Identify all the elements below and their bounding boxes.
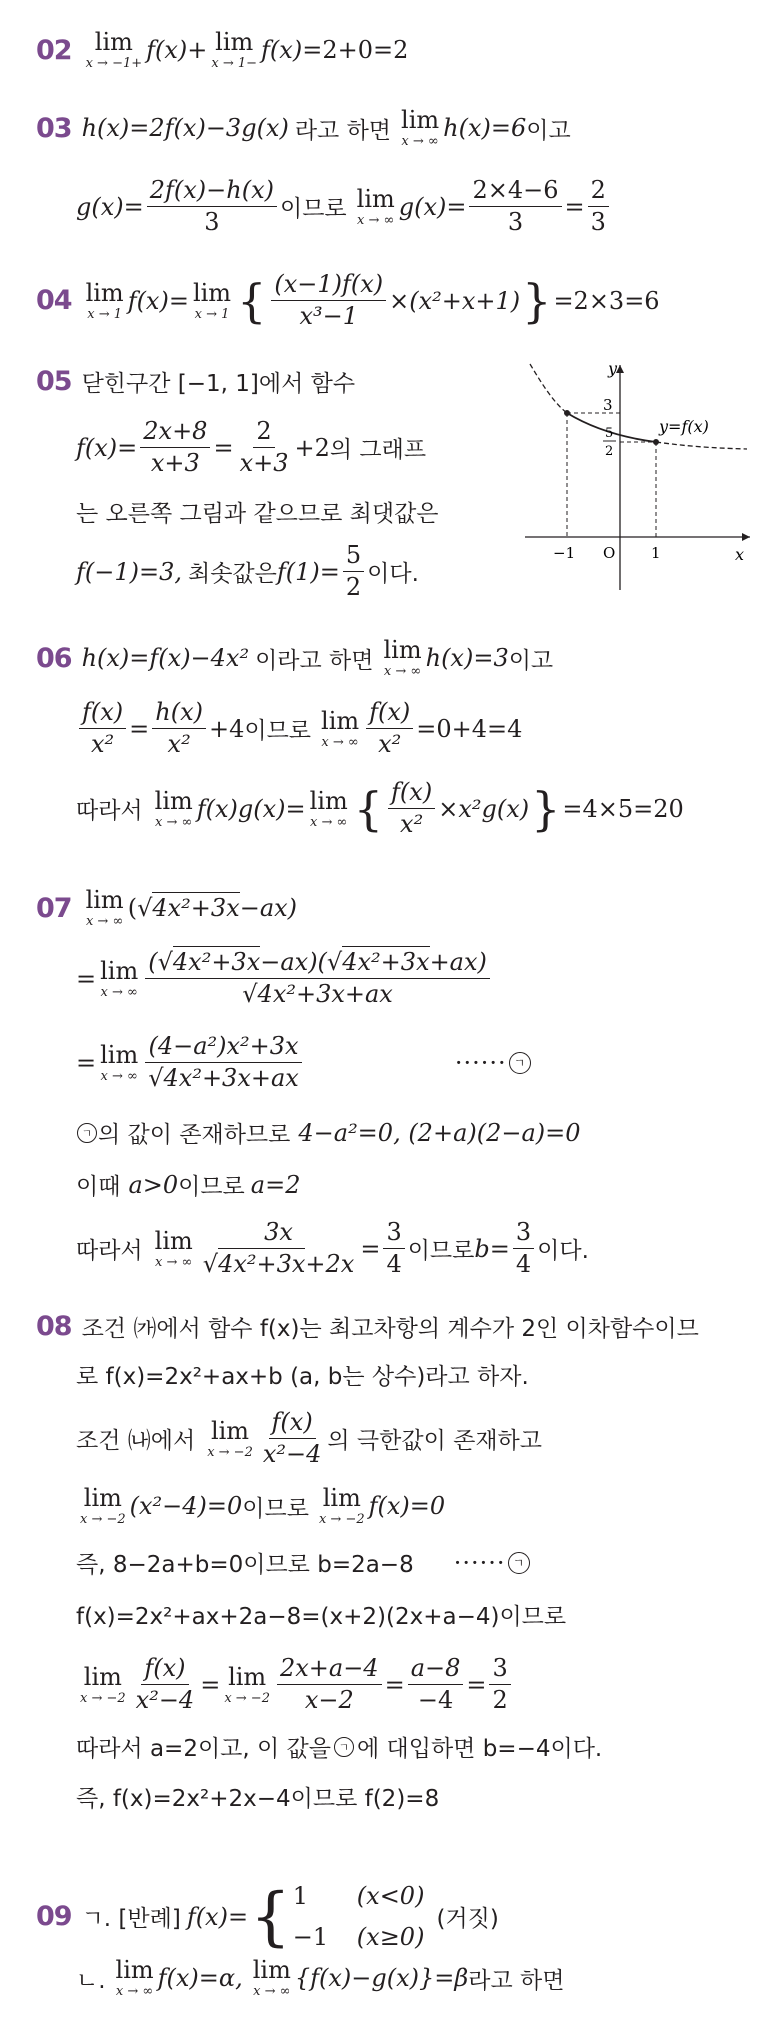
expression: f(x)= (127, 286, 189, 315)
expression: +2 (294, 433, 330, 462)
text: 즉, 8−2a+b=0이므로 b=2a−8 (76, 1552, 414, 1578)
fraction: $\frac{2x+a-4}{x-2}$ (277, 1656, 382, 1713)
text: 최솟값은 (188, 561, 277, 588)
y-axis-label: y (608, 360, 618, 378)
expression: f(x) (261, 36, 303, 64)
operator: = (200, 1670, 221, 1699)
text: 이고 (508, 647, 554, 674)
left-brace: { (237, 273, 267, 328)
text: 로 f(x)=2x²+ax+b (a, b는 상수)라고 하자. (76, 1364, 529, 1390)
piecewise-definition: { 1 (x<0) −1 (x≥0) (248, 1876, 424, 1958)
problem-number: 03 (36, 112, 72, 144)
operator: = (384, 1670, 405, 1699)
function-graph (525, 360, 755, 590)
curve-dashed-left (530, 364, 567, 413)
x-axis-label: x (735, 545, 745, 564)
label-3: 3 (603, 396, 613, 414)
point-m1-3 (564, 410, 570, 416)
limit: lim x → ∞ (115, 1956, 154, 1999)
dots: ······ (453, 1548, 506, 1577)
operator: = (213, 433, 234, 462)
text: 이므로 (178, 1174, 245, 1200)
expression: h(x)=f(x)−4x² (81, 644, 250, 672)
expression: b= (474, 1234, 510, 1263)
curve-dashed-right (656, 442, 747, 449)
operator: = (360, 1234, 381, 1263)
text: 이때 (76, 1174, 121, 1200)
text: 이고 (526, 117, 571, 144)
limit: lim x → 1 (85, 278, 124, 322)
limit: lim x → −1+ (85, 28, 143, 71)
expression: h(x)=6 (443, 114, 527, 142)
text: 의 값이 존재하므로 (98, 1122, 291, 1148)
fraction: $\frac{3x}{\text{√4x²+3x+2x}}$ (202, 1218, 355, 1279)
expression: h(x)=3 (425, 644, 509, 672)
tick-m1: −1 (553, 544, 576, 562)
fraction: $\frac{2x+8}{x+3}$ (140, 419, 210, 476)
fraction: $\frac{h(x)}{\text{x²}}$ (152, 700, 206, 757)
text: 는 오른쪽 그림과 같으므로 최댓값은 (76, 501, 439, 527)
expression: ×(x²+x+1) (389, 286, 521, 315)
fraction: $\frac{\text{(√4x²+3x−ax)(√4x²+3x+ax)}}{\text{√4x²+3x+ax}}$ (145, 950, 490, 1007)
text: 이므로 (279, 196, 347, 223)
reference-mark: ㄱ (334, 1737, 354, 1757)
fraction: $\frac{2f(x)-h(x)}{3}$ (147, 178, 277, 235)
limit: lim x → 1− (211, 28, 258, 71)
limit: lim x → −2 (318, 1484, 365, 1527)
expression: (x²−4)=0 (129, 1492, 243, 1520)
fraction: $\frac{f(x)}{\text{x²−4}}$ (262, 1408, 322, 1469)
problem-number: 04 (36, 285, 72, 317)
limit: lim x → ∞ (356, 184, 395, 228)
text: 이라고 하면 (255, 647, 374, 674)
expression: g(x)= (398, 192, 467, 221)
text: ㄴ. (76, 1967, 106, 1994)
dots: ······ (454, 1048, 507, 1077)
result: =4×5=20 (562, 794, 684, 823)
limit: lim x → ∞ (100, 1040, 139, 1084)
fraction: $\frac{f(x)}{\text{x²−4}}$ (135, 1654, 195, 1715)
text: f(x)=2x²+ax+2a−8=(x+2)(2x+a−4)이므로 (76, 1604, 567, 1630)
label-2: 2 (605, 444, 614, 459)
problem-number: 02 (36, 34, 72, 66)
limit: lim x → ∞ (85, 886, 124, 929)
limit: lim x → ∞ (100, 956, 139, 1000)
text: 에 대입하면 b=−4이다. (357, 1736, 603, 1762)
text: 라고 하면 (468, 1967, 565, 1994)
paren: ( (127, 894, 138, 922)
text: (거짓) (436, 1906, 499, 1933)
fraction: $\frac{3}{4}$ (513, 1220, 534, 1277)
expression: 4−a²=0, (2+a)(2−a)=0 (298, 1118, 581, 1147)
text: 닫힌구간 [−1, 1]에서 함수 (81, 371, 356, 397)
limit: lim x → ∞ (154, 1226, 193, 1270)
fraction: $\frac{3}{2}$ (489, 1656, 510, 1713)
text: 이다. (367, 561, 419, 588)
expression: f(x)= (186, 1902, 249, 1931)
problem-number: 07 (36, 892, 72, 924)
text: ㄱ. [반례] (81, 1906, 181, 1933)
case-condition: (x≥0) (356, 1922, 425, 1951)
problem-number: 06 (36, 642, 72, 674)
origin-label: O (603, 544, 616, 562)
limit: lim x → 1 (192, 278, 232, 322)
expression: f(x) (146, 36, 188, 64)
expression: f(1)= (276, 557, 340, 586)
result: =2+0=2 (302, 36, 409, 64)
limit: lim x → −2 (224, 1662, 270, 1706)
problem-number: 09 (36, 1901, 72, 1933)
expression: {f(x)−g(x)}=β (294, 1964, 469, 1992)
expression: a>0 (128, 1170, 179, 1199)
fraction: $\frac{f(x)}{\text{x²}}$ (366, 700, 413, 757)
expression: f(x)= (76, 433, 138, 462)
reference-mark: ㄱ (77, 1123, 97, 1143)
case-value: −1 (292, 1922, 329, 1951)
text: 이다. (537, 1238, 589, 1265)
x-axis-arrow (742, 533, 750, 541)
text: 이므로 (242, 1495, 309, 1522)
operator: = (564, 192, 585, 221)
text: 따라서 (76, 798, 143, 825)
operator: = (76, 964, 97, 993)
expression: h(x)=2f(x)−3g(x) (81, 114, 289, 142)
text: 의 그래프 (329, 437, 427, 464)
right-brace: } (531, 781, 561, 836)
limit: lim x → ∞ (309, 786, 348, 830)
limit: lim x → ∞ (321, 706, 360, 750)
case-value: 1 (292, 1882, 309, 1910)
operator: = (466, 1670, 487, 1699)
sqrt: √4x²+3x (137, 894, 240, 922)
result: =2×3=6 (553, 286, 660, 315)
expression: f(x)g(x)= (196, 794, 306, 823)
fraction: $\frac{3}{4}$ (383, 1220, 404, 1277)
fraction: $\frac{(x-1)f(x)}{\text{x³−1}}$ (271, 272, 386, 329)
case-condition: (x<0) (356, 1882, 425, 1910)
text: 조건 ㈎에서 함수 f(x)는 최고차항의 계수가 2인 이차함수이므 (81, 1316, 699, 1342)
operator: = (76, 1048, 97, 1077)
fraction: $\frac{\text{(4−a²)x²+3x}}{\text{√4x²+3x+ax}}$ (145, 1034, 302, 1091)
limit: lim x → ∞ (383, 636, 422, 679)
text: 조건 ㈏에서 (76, 1428, 196, 1455)
limit: lim x → ∞ (154, 786, 193, 830)
expression: f(−1)=3, (76, 557, 182, 586)
limit: lim x → −2 (80, 1662, 126, 1706)
problem-number: 08 (36, 1311, 72, 1342)
limit: lim x → ∞ (252, 1956, 291, 1999)
fraction: $\frac{2}{x+3}$ (239, 417, 289, 478)
fraction: $\frac{2}{3}$ (588, 178, 609, 235)
reference-mark: ㄱ (508, 1552, 530, 1574)
expression: +4 (208, 714, 245, 743)
fraction: $\frac{2\times 4-6}{3}$ (469, 178, 561, 235)
reference-mark: ㄱ (509, 1052, 531, 1074)
text: 라고 하면 (294, 117, 392, 144)
limit: lim x → −2 (80, 1484, 126, 1527)
curve-label: y=f(x) (659, 417, 709, 436)
tick-1: 1 (651, 544, 661, 562)
fraction: $\frac{f(x)}{\text{x²}}$ (388, 780, 435, 837)
text: 이므로 (244, 718, 312, 745)
fraction: $\frac{a-8}{-4}$ (408, 1656, 464, 1713)
expression: −ax) (239, 894, 298, 922)
expression: a=2 (250, 1170, 301, 1199)
limit: lim x → −2 (207, 1416, 253, 1460)
expression: ×x²g(x) (438, 794, 530, 823)
result: =0+4=4 (416, 714, 523, 743)
expression: f(x)=0 (368, 1492, 446, 1520)
point-1-52 (653, 439, 659, 445)
y-axis-arrow (616, 365, 624, 373)
right-brace: } (522, 273, 552, 328)
text: 의 극한값이 존재하고 (327, 1428, 542, 1455)
text: 즉, f(x)=2x²+2x−4이므로 f(2)=8 (76, 1786, 440, 1812)
expression: g(x)= (76, 192, 144, 221)
operator: = (129, 714, 150, 743)
text: 이므로 (407, 1238, 475, 1265)
limit: lim x → ∞ (401, 106, 440, 149)
fraction: $\frac{5}{2}$ (343, 543, 364, 600)
left-brace: { (353, 781, 384, 836)
text: 따라서 a=2이고, 이 값을 (76, 1736, 331, 1762)
problem-number: 05 (36, 366, 72, 397)
fraction: $\frac{f(x)}{\text{x²}}$ (79, 700, 126, 757)
text: 따라서 (76, 1238, 143, 1265)
label-5: 5 (605, 426, 614, 441)
expression: f(x)=α, (157, 1964, 243, 1992)
operator: + (187, 36, 208, 64)
